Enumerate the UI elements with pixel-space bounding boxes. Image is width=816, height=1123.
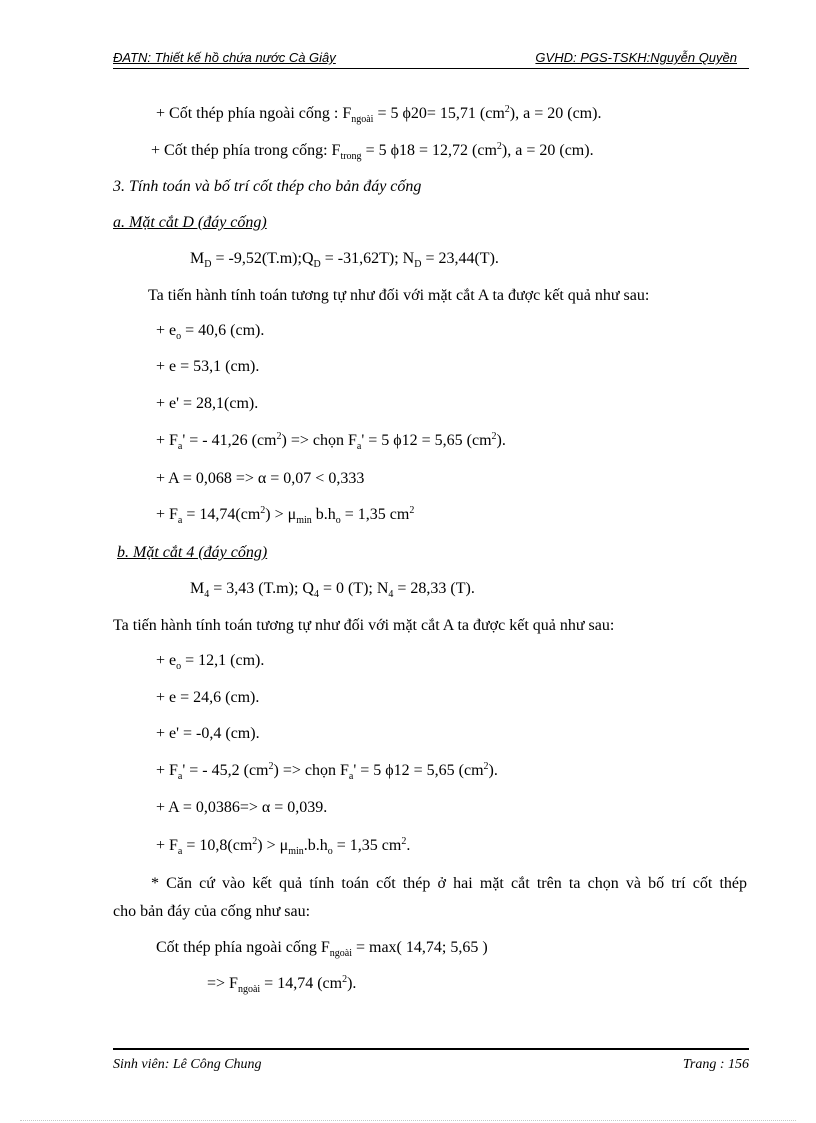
page-bottom-dotted-rule xyxy=(20,1120,796,1121)
header-title: ĐATN: Thiết kế hồ chứa nước Cà Giây xyxy=(113,50,336,65)
paragraph-3-line-2: cho bản đáy của cống như sau: xyxy=(113,903,311,920)
footer-rule xyxy=(113,1048,749,1050)
tension-steel-4: + $F_a = 10,8(cm^2) > \mu_{min}.b.h_o = 1,35$ $cm^2$. xyxy=(156,836,411,857)
header-rule xyxy=(113,68,749,69)
subsection-heading-a: a. Mặt cắt D (đáy cống) xyxy=(113,214,267,231)
subsection-heading-b: b. Mặt cắt 4 (đáy cống) xyxy=(117,544,268,561)
compression-steel-d: + $F_a'$ = - 41,26 $(cm^2)$ => chọn $F_a' = 5$ ϕ12 = 5,65 $(cm^2)$. xyxy=(156,431,506,452)
eccentricity-e-prime-4: + e' = -0,4 (cm). xyxy=(156,725,260,742)
eccentricity-e: + e = 53,1 (cm). xyxy=(156,358,260,375)
paragraph-1: Ta tiến hành tính toán tương tự như đối với mặt cắt A ta được kết quả như sau: xyxy=(148,287,650,304)
forces-section-d: $M_D$ = $-9,52(T.m);Q_D = -31,62T$); $N_D = 23,44(T)$. xyxy=(190,250,499,270)
compression-steel-4: + $F_a'$ = - 45,2 $(cm^2)$ => chọn $F_a' = 5$ ϕ12 = 5,65 $(cm^2)$. xyxy=(156,761,498,782)
page-footer xyxy=(113,1057,749,1075)
eccentricity-e-prime: + e' = 28,1(cm). xyxy=(156,395,259,412)
coefficient-a-4: + A = 0,0386=> α = 0,039. xyxy=(156,799,328,816)
outer-steel-result: => $F_{ngoài} = 14,74$ $(cm^2)$. xyxy=(207,974,357,995)
eccentricity-e0: + $e_o = 40,6$ (cm). xyxy=(156,322,265,342)
tension-steel-d: + $F_a = 14,74(cm^2) > \mu_{min}$ $b.h_o = 1,35$ $cm^2$ xyxy=(156,505,415,526)
footer-student: Sinh viên: Lê Công Chung xyxy=(113,1057,262,1072)
section-heading-3: 3. Tính toán và bố trí cốt thép cho bản đáy cống xyxy=(113,178,422,195)
outer-steel-choice: Cốt thép phía ngoài cống $F_{ngoài} = \max$( 14,74; 5,65 ) xyxy=(156,939,488,959)
coefficient-a-d: + A = 0,068 => α = 0,07 < 0,333 xyxy=(156,470,365,487)
eccentricity-e-4: + e = 24,6 (cm). xyxy=(156,689,260,706)
paragraph-2: Ta tiến hành tính toán tương tự như đối với mặt cắt A ta được kết quả như sau: xyxy=(113,617,615,634)
forces-section-4: $M_4 = 3,43$ (T.m); $Q_4 = 0$ (T); $N_4 = 28,33$ (T). xyxy=(190,580,475,600)
outer-steel-line: + Cốt thép phía ngoài cống : $F_{ngoài} = 5$ ϕ20= 15,71 $(cm^2)$, a = 20 (cm). xyxy=(156,104,602,125)
eccentricity-e0-4: + $e_o = 12,1$ (cm). xyxy=(156,652,265,672)
page-header xyxy=(113,50,749,68)
footer-page-number: Trang : 156 xyxy=(682,1057,749,1072)
inner-steel-line: + Cốt thép phía trong cống: $F_{trong} = 5$ ϕ18 = 12,72 $(cm^2)$, a = 20 (cm). xyxy=(151,141,594,162)
paragraph-3-line-1: * Căn cứ vào kết quả tính toán cốt thép ở hai mặt cắt trên ta chọn và bố trí cốt thép xyxy=(151,875,747,892)
header-advisor: GVHD: PGS-TSKH:Nguyễn Quyền xyxy=(535,50,737,65)
